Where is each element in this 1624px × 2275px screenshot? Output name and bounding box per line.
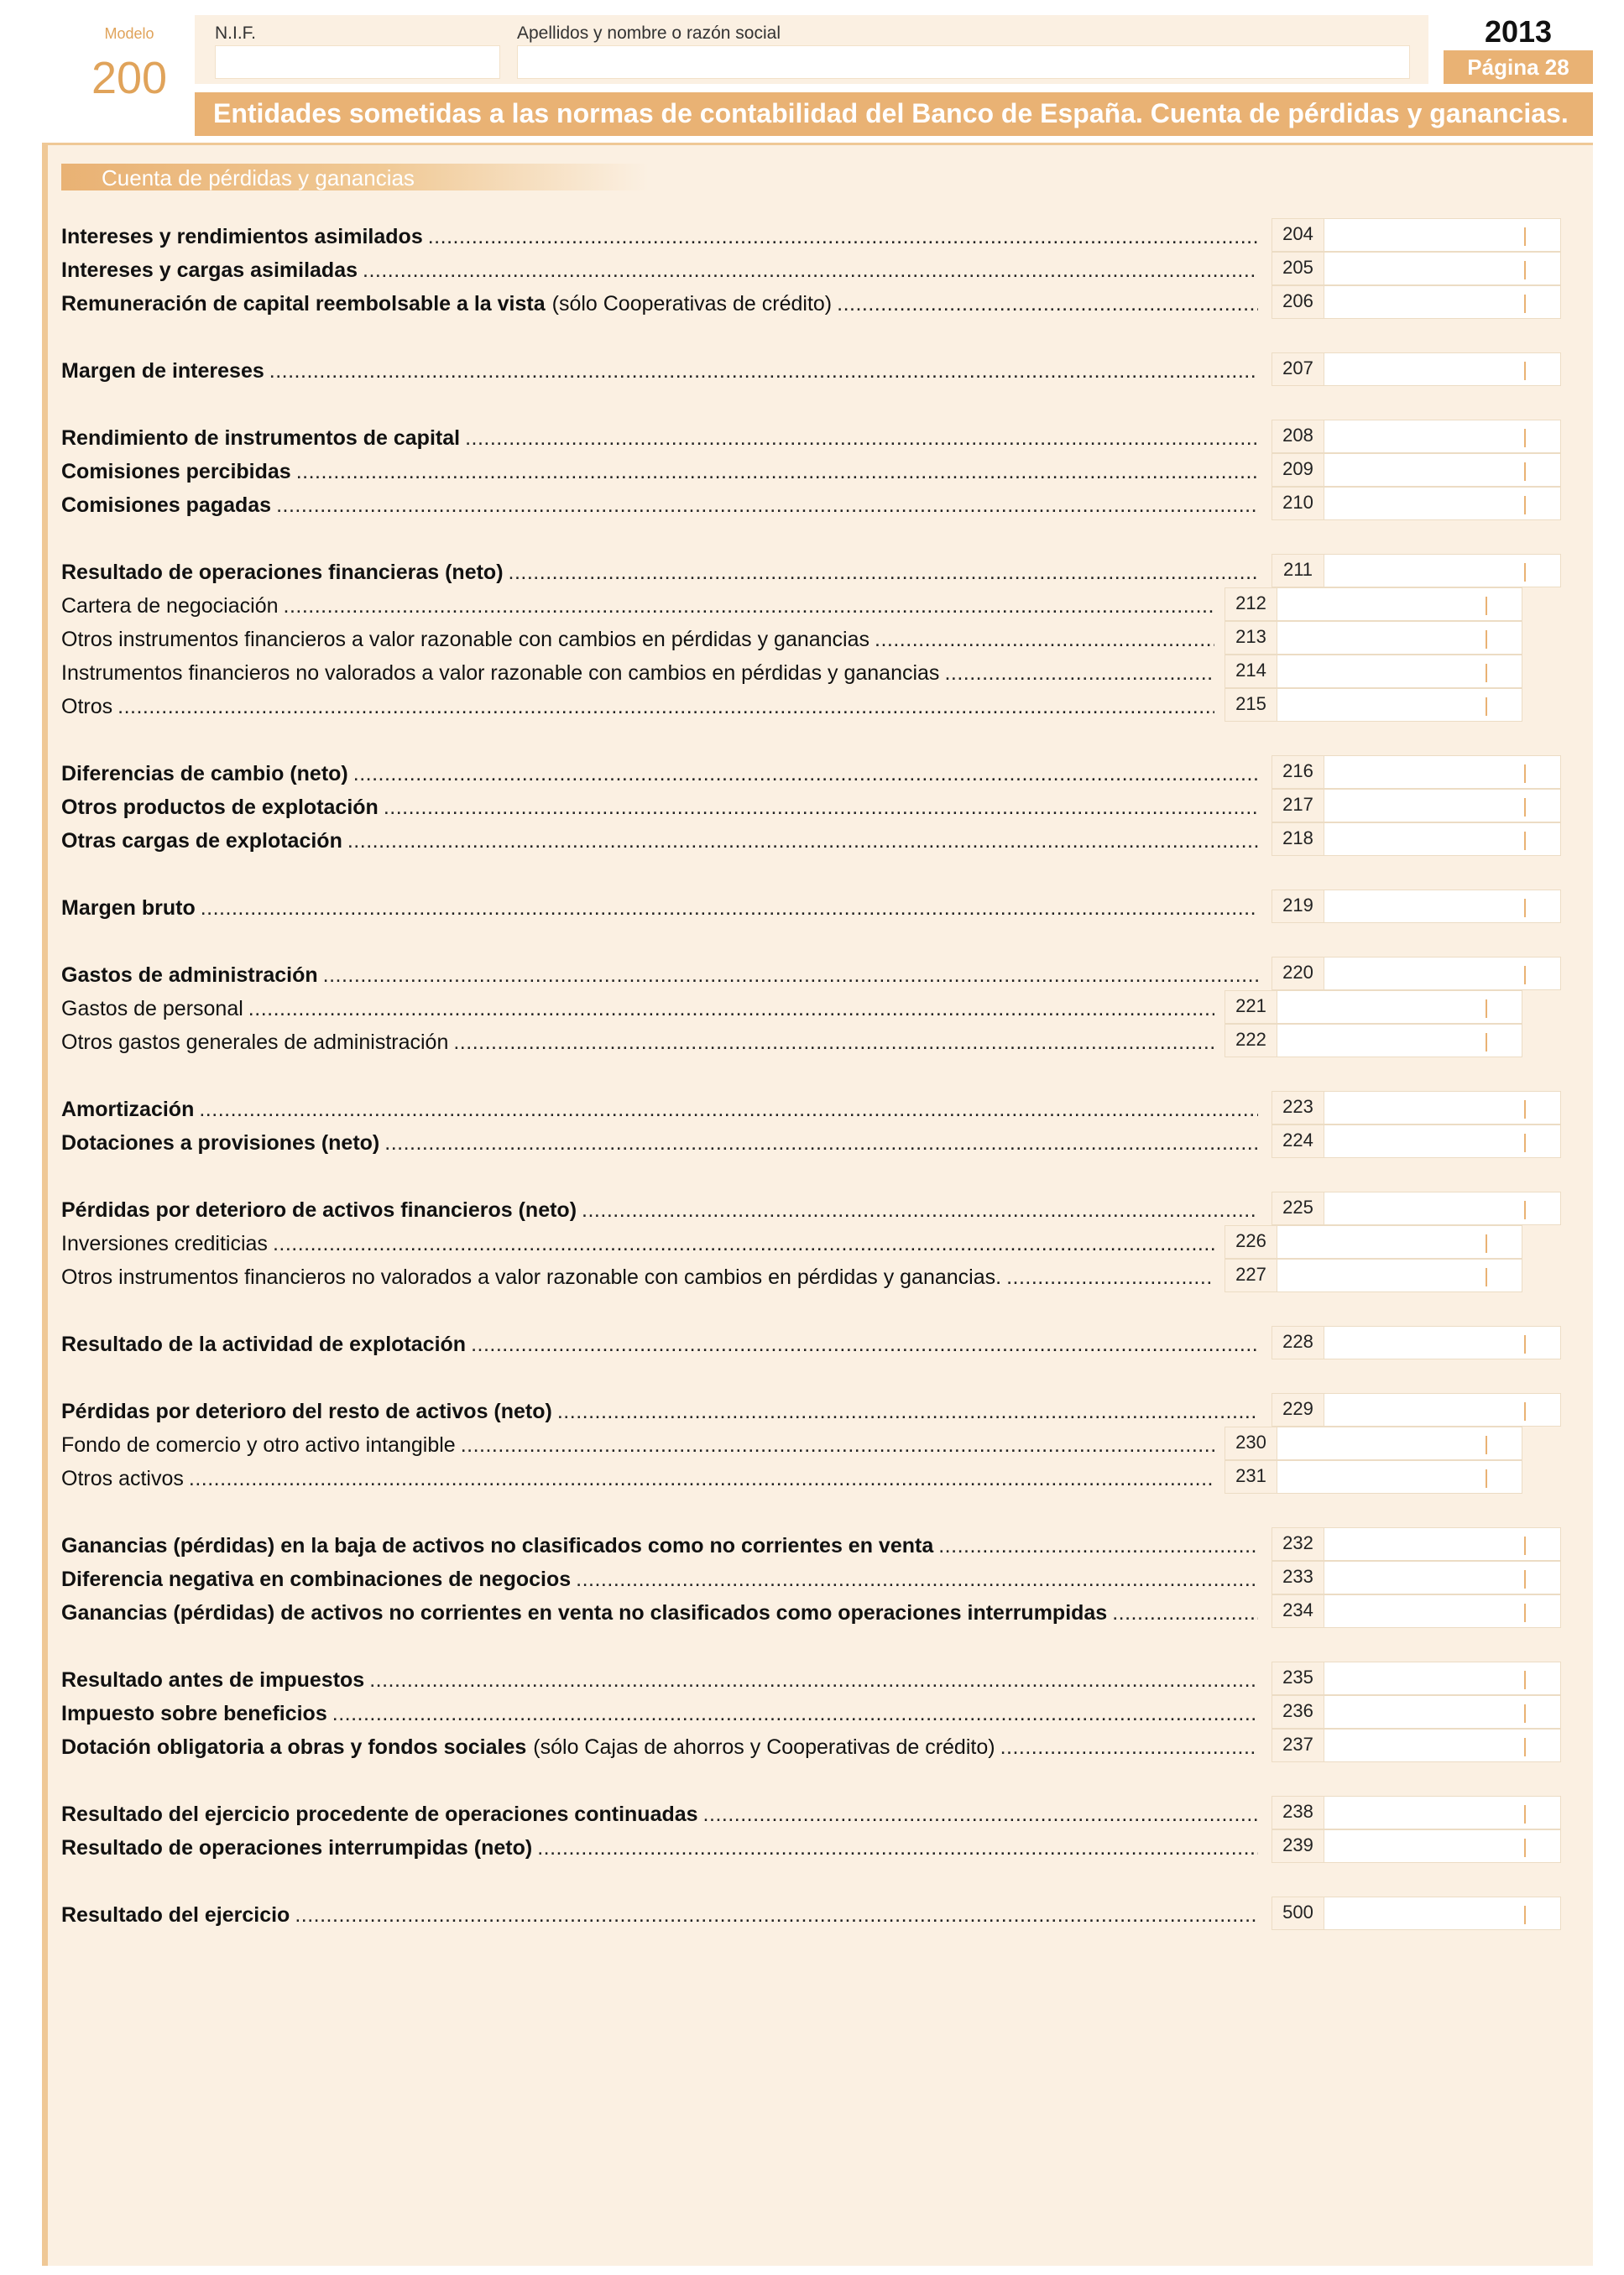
dot-leader <box>557 1400 1258 1424</box>
amount-field-210[interactable] <box>1326 489 1554 518</box>
box-code: 223 <box>1272 1092 1324 1124</box>
amount-cell <box>1272 554 1561 587</box>
row-text <box>61 896 1258 921</box>
row-label: Margen de intereses <box>61 359 264 383</box>
decimal-separator-mark <box>1524 1100 1526 1119</box>
row-label: Pérdidas por deterioro de activos financieros (neto) <box>61 1198 577 1222</box>
box-code: 213 <box>1225 622 1277 654</box>
modelo-label: Modelo <box>104 25 154 42</box>
amount-cell <box>1272 285 1561 319</box>
row-label: Gastos de personal <box>61 997 243 1020</box>
amount-field-230[interactable] <box>1279 1429 1515 1458</box>
amount-cell <box>1272 1729 1561 1762</box>
decimal-separator-mark <box>1486 1469 1487 1488</box>
row-text <box>61 225 1258 250</box>
row-text <box>61 1098 1258 1123</box>
row-text <box>61 561 1258 586</box>
box-code: 218 <box>1272 823 1324 855</box>
row-text <box>61 359 1258 384</box>
amount-field-239[interactable] <box>1326 1832 1554 1860</box>
amount-field-225[interactable] <box>1326 1194 1554 1223</box>
box-code: 232 <box>1272 1528 1324 1560</box>
dot-leader <box>576 1568 1258 1592</box>
row-text <box>61 1265 1214 1291</box>
amount-field-216[interactable] <box>1326 758 1554 786</box>
row-label: Resultado antes de impuestos <box>61 1668 365 1692</box>
decimal-separator-mark <box>1524 1335 1526 1354</box>
amount-field-208[interactable] <box>1326 422 1554 451</box>
dot-leader <box>323 963 1258 988</box>
row-text <box>61 997 1214 1022</box>
row-text <box>61 292 1258 317</box>
amount-field-238[interactable] <box>1326 1798 1554 1827</box>
decimal-separator-mark <box>1524 563 1526 582</box>
row-label: Dotaciones a provisiones (neto) <box>61 1131 380 1155</box>
decimal-separator-mark <box>1486 664 1487 682</box>
amount-field-227[interactable] <box>1279 1261 1515 1290</box>
row-text <box>61 1400 1258 1425</box>
amount-cell <box>1272 1326 1561 1359</box>
row-label: Rendimiento de instrumentos de capital <box>61 426 461 450</box>
dot-leader <box>332 1702 1258 1726</box>
row-text <box>61 1702 1258 1727</box>
amount-cell <box>1225 1024 1522 1057</box>
amount-field-212[interactable] <box>1279 590 1515 618</box>
decimal-separator-mark <box>1524 1906 1526 1924</box>
row-text <box>61 1668 1258 1693</box>
row-text <box>61 1131 1258 1156</box>
amount-cell <box>1272 1124 1561 1158</box>
decimal-separator-mark <box>1524 1134 1526 1152</box>
amount-cell <box>1225 688 1522 722</box>
amount-field-224[interactable] <box>1326 1127 1554 1156</box>
amount-cell <box>1272 1192 1561 1225</box>
row-label: Intereses y cargas asimiladas <box>61 258 358 282</box>
row-label: Cartera de negociación <box>61 594 279 618</box>
row-note: (sólo Cajas de ahorros y Cooperativas de crédito) <box>533 1735 995 1759</box>
decimal-separator-mark <box>1486 597 1487 615</box>
box-code: 225 <box>1272 1192 1324 1224</box>
amount-cell <box>1272 453 1561 487</box>
dot-leader <box>347 829 1258 853</box>
decimal-separator-mark <box>1486 1436 1487 1454</box>
row-text <box>61 796 1258 821</box>
amount-cell <box>1272 1561 1561 1594</box>
row-label: Resultado de la actividad de explotación <box>61 1333 467 1356</box>
row-text <box>61 426 1258 451</box>
amount-field-222[interactable] <box>1279 1026 1515 1055</box>
row-label: Gastos de administración <box>61 963 318 987</box>
amount-field-234[interactable] <box>1326 1597 1554 1625</box>
row-label: Margen bruto <box>61 896 196 920</box>
dot-leader <box>369 1668 1258 1693</box>
amount-field-237[interactable] <box>1326 1731 1554 1760</box>
decimal-separator-mark <box>1486 1033 1487 1051</box>
amount-cell <box>1272 1829 1561 1863</box>
decimal-separator-mark <box>1486 1234 1487 1253</box>
row-text <box>61 493 1258 519</box>
dot-leader <box>471 1333 1258 1357</box>
row-label: Intereses y rendimientos asimilados <box>61 225 423 248</box>
name-label: Apellidos y nombre o razón social <box>517 23 781 43</box>
row-label: Ganancias (pérdidas) en la baja de activos no clasificados como no corrientes en venta <box>61 1534 934 1558</box>
box-code: 222 <box>1225 1025 1277 1057</box>
dot-leader <box>837 292 1258 316</box>
dot-leader <box>189 1467 1214 1491</box>
decimal-separator-mark <box>1486 999 1487 1018</box>
amount-cell <box>1272 252 1561 285</box>
amount-cell <box>1272 789 1561 822</box>
amount-field-206[interactable] <box>1326 288 1554 316</box>
page-badge: Página 28 <box>1444 50 1593 84</box>
row-label: Comisiones percibidas <box>61 460 291 483</box>
box-code: 217 <box>1272 790 1324 822</box>
dot-leader <box>384 1131 1258 1156</box>
amount-cell <box>1272 218 1561 252</box>
dot-leader <box>273 1232 1214 1256</box>
amount-field-229[interactable] <box>1326 1396 1554 1424</box>
decimal-separator-mark <box>1524 227 1526 246</box>
box-code: 214 <box>1225 655 1277 687</box>
row-label: Diferencias de cambio (neto) <box>61 762 348 785</box>
amount-cell <box>1272 1393 1561 1427</box>
amount-cell <box>1225 1460 1522 1494</box>
amount-cell <box>1272 957 1561 990</box>
decimal-separator-mark <box>1524 1805 1526 1824</box>
identification-fields <box>195 15 1428 84</box>
row-text <box>61 1433 1214 1458</box>
amount-cell <box>1272 1695 1561 1729</box>
amount-cell <box>1272 822 1561 856</box>
box-code: 215 <box>1225 689 1277 721</box>
box-code: 219 <box>1272 890 1324 922</box>
row-label: Otros <box>61 695 113 718</box>
row-label: Resultado de operaciones financieras (neto) <box>61 561 504 584</box>
year-badge: 2013 <box>1444 15 1593 49</box>
box-code: 231 <box>1225 1461 1277 1493</box>
amount-field-204[interactable] <box>1326 221 1554 249</box>
amount-field-228[interactable] <box>1326 1328 1554 1357</box>
dot-leader <box>201 896 1258 921</box>
decimal-separator-mark <box>1524 1738 1526 1756</box>
box-code: 211 <box>1272 555 1324 587</box>
row-text <box>61 628 1214 653</box>
dot-leader <box>875 628 1214 652</box>
dot-leader <box>296 460 1258 484</box>
modelo-number: 200 <box>91 53 168 103</box>
row-label: Otros gastos generales de administración <box>61 1031 449 1054</box>
section-tab <box>61 164 649 190</box>
row-text <box>61 1467 1214 1492</box>
dot-leader <box>269 359 1258 384</box>
box-code: 206 <box>1272 286 1324 318</box>
row-text <box>61 1232 1214 1257</box>
decimal-separator-mark <box>1524 1201 1526 1219</box>
dot-leader <box>428 225 1258 249</box>
dot-leader <box>944 661 1214 686</box>
amount-cell <box>1272 1091 1561 1124</box>
amount-cell <box>1225 1427 1522 1460</box>
row-text <box>61 460 1258 485</box>
dot-leader <box>117 695 1214 719</box>
nif-label: N.I.F. <box>215 23 257 43</box>
row-label: Fondo de comercio y otro activo intangible <box>61 1433 456 1457</box>
row-label: Pérdidas por deterioro del resto de activos (neto) <box>61 1400 552 1423</box>
amount-cell <box>1272 1594 1561 1628</box>
amount-field-211[interactable] <box>1326 556 1554 585</box>
title-bar <box>195 92 1593 136</box>
box-code: 216 <box>1272 756 1324 788</box>
amount-field-207[interactable] <box>1326 355 1554 384</box>
box-code: 230 <box>1225 1427 1277 1459</box>
amount-field-217[interactable] <box>1326 791 1554 820</box>
dot-leader <box>703 1803 1258 1827</box>
decimal-separator-mark <box>1486 1268 1487 1286</box>
row-label: Impuesto sobre beneficios <box>61 1702 327 1725</box>
dot-leader <box>276 493 1258 518</box>
decimal-separator-mark <box>1524 362 1526 380</box>
box-code: 220 <box>1272 957 1324 989</box>
decimal-separator-mark <box>1524 295 1526 313</box>
decimal-separator-mark <box>1524 261 1526 279</box>
amount-cell <box>1225 621 1522 655</box>
amount-field-214[interactable] <box>1279 657 1515 686</box>
box-code: 236 <box>1272 1696 1324 1728</box>
box-code: 224 <box>1272 1125 1324 1157</box>
box-code: 239 <box>1272 1830 1324 1862</box>
section-title: Cuenta de pérdidas y ganancias <box>102 165 415 190</box>
box-code: 500 <box>1272 1897 1324 1929</box>
dot-leader <box>537 1836 1258 1860</box>
dot-leader <box>509 561 1258 585</box>
row-label: Remuneración de capital reembolsable a la vista <box>61 292 546 316</box>
row-text <box>61 829 1258 854</box>
decimal-separator-mark <box>1524 1570 1526 1589</box>
amount-field-219[interactable] <box>1326 892 1554 921</box>
decimal-separator-mark <box>1524 1604 1526 1622</box>
amount-cell <box>1272 755 1561 789</box>
row-label: Instrumentos financieros no valorados a valor razonable con cambios en pérdidas y ganancias <box>61 661 940 685</box>
row-label: Dotación obligatoria a obras y fondos sociales <box>61 1735 527 1759</box>
row-label: Resultado del ejercicio <box>61 1903 290 1927</box>
row-text <box>61 1803 1258 1828</box>
row-text <box>61 1601 1258 1626</box>
row-text <box>61 1836 1258 1861</box>
box-code: 237 <box>1272 1730 1324 1761</box>
amount-field-220[interactable] <box>1326 959 1554 988</box>
box-code: 228 <box>1272 1327 1324 1359</box>
row-text <box>61 695 1214 720</box>
row-label: Ganancias (pérdidas) de activos no corrientes en venta no clasificados como operaciones interrumpidas <box>61 1601 1108 1625</box>
box-code: 226 <box>1225 1226 1277 1258</box>
name-field[interactable] <box>517 45 1410 79</box>
row-label: Otros instrumentos financieros no valorados a valor razonable con cambios en pérdidas y ganancias. <box>61 1265 1002 1289</box>
row-label: Amortización <box>61 1098 195 1121</box>
dot-leader <box>1000 1735 1258 1760</box>
row-label: Inversiones crediticias <box>61 1232 268 1255</box>
decimal-separator-mark <box>1524 798 1526 817</box>
decimal-separator-mark <box>1486 630 1487 649</box>
amount-field-500[interactable] <box>1326 1899 1554 1928</box>
amount-field-231[interactable] <box>1279 1463 1515 1491</box>
amount-cell <box>1272 1897 1561 1930</box>
box-code: 207 <box>1272 353 1324 385</box>
box-code: 209 <box>1272 454 1324 486</box>
dot-leader <box>295 1903 1258 1928</box>
row-text <box>61 661 1214 686</box>
amount-field-235[interactable] <box>1326 1664 1554 1693</box>
box-code: 208 <box>1272 420 1324 452</box>
amount-cell <box>1272 890 1561 923</box>
dot-leader <box>363 258 1258 283</box>
row-text <box>61 1333 1258 1358</box>
box-code: 235 <box>1272 1662 1324 1694</box>
row-text <box>61 762 1258 787</box>
row-text <box>61 594 1214 619</box>
decimal-separator-mark <box>1524 899 1526 917</box>
amount-field-209[interactable] <box>1326 456 1554 484</box>
amount-field-215[interactable] <box>1279 691 1515 719</box>
amount-field-232[interactable] <box>1326 1530 1554 1558</box>
box-code: 229 <box>1272 1394 1324 1426</box>
dot-leader <box>1006 1265 1214 1290</box>
amount-cell <box>1272 352 1561 386</box>
amount-cell <box>1225 587 1522 621</box>
amount-cell <box>1272 420 1561 453</box>
decimal-separator-mark <box>1524 429 1526 447</box>
decimal-separator-mark <box>1524 832 1526 850</box>
row-label: Otros productos de explotación <box>61 796 379 819</box>
dot-leader <box>284 594 1215 618</box>
decimal-separator-mark <box>1524 764 1526 783</box>
row-text <box>61 1534 1258 1559</box>
dot-leader <box>199 1098 1258 1122</box>
row-text <box>61 1903 1258 1928</box>
box-code: 234 <box>1272 1595 1324 1627</box>
box-code: 221 <box>1225 991 1277 1023</box>
decimal-separator-mark <box>1524 1671 1526 1689</box>
amount-cell <box>1225 1259 1522 1292</box>
row-label: Resultado de operaciones interrumpidas (neto) <box>61 1836 533 1860</box>
dot-leader <box>582 1198 1258 1223</box>
box-code: 212 <box>1225 588 1277 620</box>
amount-cell <box>1225 990 1522 1024</box>
box-code: 238 <box>1272 1797 1324 1829</box>
row-text <box>61 1735 1258 1761</box>
row-label: Otras cargas de explotación <box>61 829 342 853</box>
nif-field[interactable] <box>215 45 500 79</box>
decimal-separator-mark <box>1524 496 1526 514</box>
row-text <box>61 1198 1258 1224</box>
amount-field-223[interactable] <box>1326 1093 1554 1122</box>
amount-cell <box>1272 487 1561 520</box>
amount-field-213[interactable] <box>1279 624 1515 652</box>
row-label: Resultado del ejercicio procedente de operaciones continuadas <box>61 1803 698 1826</box>
amount-cell <box>1272 1796 1561 1829</box>
amount-cell <box>1225 1225 1522 1259</box>
amount-field-233[interactable] <box>1326 1563 1554 1592</box>
amount-field-218[interactable] <box>1326 825 1554 853</box>
row-text <box>61 1031 1214 1056</box>
dot-leader <box>461 1433 1214 1458</box>
box-code: 233 <box>1272 1562 1324 1594</box>
decimal-separator-mark <box>1486 697 1487 716</box>
row-text <box>61 258 1258 284</box>
box-code: 205 <box>1272 253 1324 284</box>
dot-leader <box>1112 1601 1258 1625</box>
amount-field-205[interactable] <box>1326 254 1554 283</box>
row-label: Comisiones pagadas <box>61 493 272 517</box>
box-code: 204 <box>1272 219 1324 251</box>
dot-leader <box>938 1534 1258 1558</box>
amount-field-221[interactable] <box>1279 993 1515 1021</box>
decimal-separator-mark <box>1524 1537 1526 1555</box>
page-title: Entidades sometidas a las normas de contabilidad del Banco de España. Cuenta de pérdidas y ganancias. <box>213 98 1569 128</box>
dot-leader <box>384 796 1258 820</box>
amount-field-226[interactable] <box>1279 1228 1515 1256</box>
decimal-separator-mark <box>1524 966 1526 984</box>
row-note: (sólo Cooperativas de crédito) <box>551 292 833 316</box>
amount-cell <box>1272 1662 1561 1695</box>
decimal-separator-mark <box>1524 462 1526 481</box>
dot-leader <box>353 762 1258 786</box>
amount-cell <box>1225 655 1522 688</box>
row-label: Otros activos <box>61 1467 184 1490</box>
row-label: Otros instrumentos financieros a valor razonable con cambios en pérdidas y ganancias <box>61 628 870 651</box>
dot-leader <box>453 1031 1214 1055</box>
box-code: 210 <box>1272 488 1324 519</box>
box-code: 227 <box>1225 1260 1277 1291</box>
decimal-separator-mark <box>1524 1839 1526 1857</box>
row-label: Diferencia negativa en combinaciones de negocios <box>61 1568 572 1591</box>
amount-cell <box>1272 1527 1561 1561</box>
dot-leader <box>465 426 1258 451</box>
decimal-separator-mark <box>1524 1704 1526 1723</box>
row-text <box>61 1568 1258 1593</box>
decimal-separator-mark <box>1524 1402 1526 1421</box>
dot-leader <box>248 997 1214 1021</box>
row-text <box>61 963 1258 989</box>
amount-field-236[interactable] <box>1326 1698 1554 1726</box>
